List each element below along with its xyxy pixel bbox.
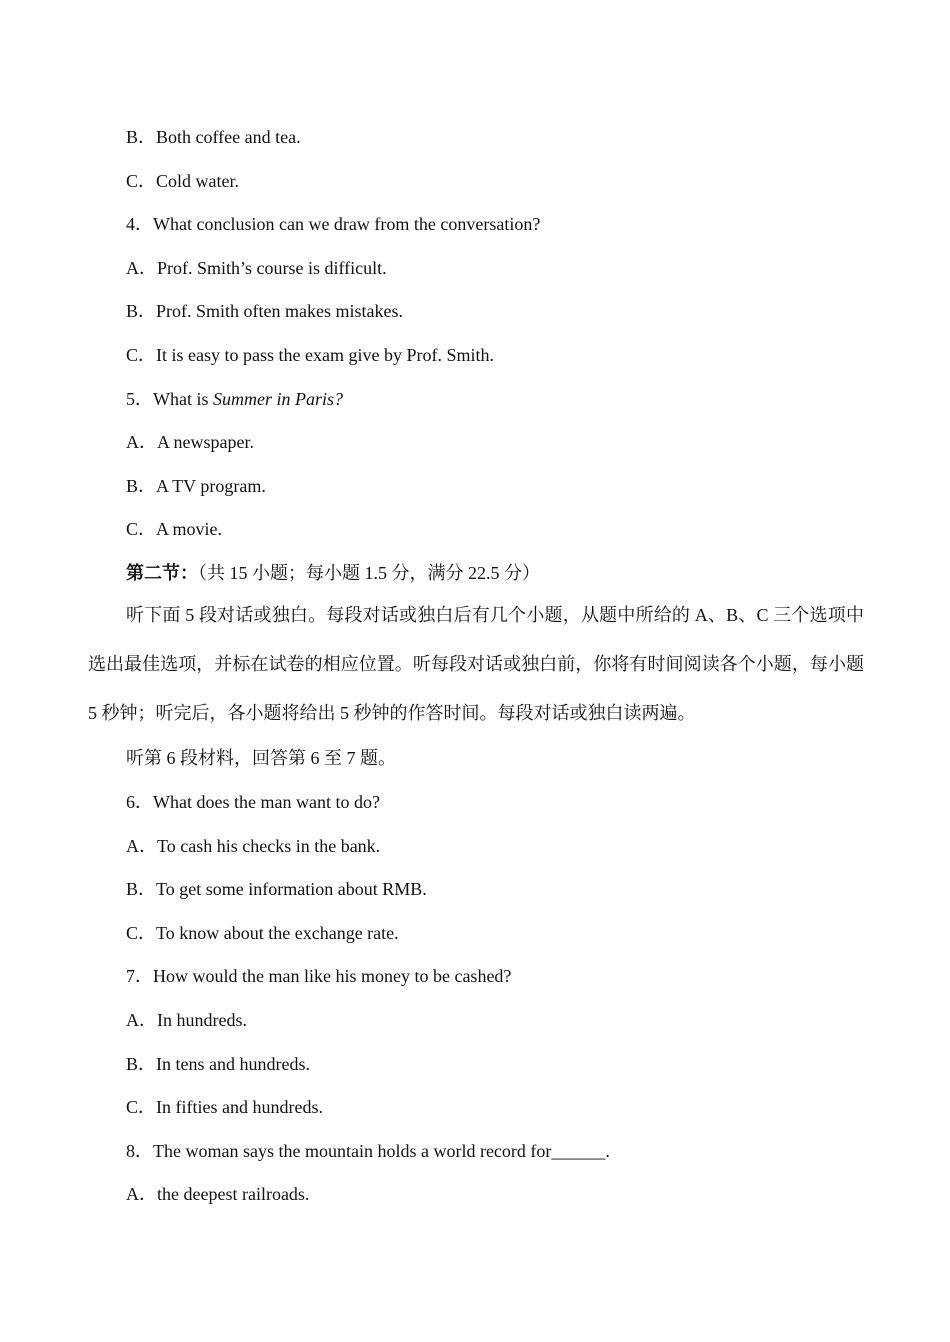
option-7a: A．In hundreds. [126, 1010, 247, 1030]
option-5b: B．A TV program. [126, 476, 266, 496]
option-4b: B．Prof. Smith often makes mistakes. [126, 301, 403, 321]
option-6b: B．To get some information about RMB. [126, 879, 427, 899]
question-7: 7．How would the man like his money to be cashed? [126, 966, 512, 986]
option-5c: C．A movie. [126, 519, 223, 539]
question-4: 4．What conclusion can we draw from the conversation? [126, 214, 541, 234]
option-5a: A．A newspaper. [126, 432, 254, 452]
option-4c: C．It is easy to pass the exam give by Prof. Smith. [126, 345, 494, 365]
question-8: 8．The woman says the mountain holds a world record for______. [126, 1141, 610, 1161]
section-2-instructions: 听下面 5 段对话或独白。每段对话或独白后有几个小题，从题中所给的 A、B、C 三个选项中选出最佳选项，并标在试卷的相应位置。听每段对话或独白前，你将有时间阅读各个小题，每小题 5 秒钟；听完后，各小题将给出 5 秒钟的作答时间。每段对话或独白读两遍。 [88, 605, 864, 723]
question-5-prefix: 5．What is [126, 389, 213, 409]
section-2-header [126, 562, 540, 584]
section-2-heading: 第二节： [126, 563, 198, 583]
option-4a: A．Prof. Smith’s course is difficult. [126, 258, 387, 278]
option-7b: B．In tens and hundreds. [126, 1054, 310, 1074]
option-3b: B．Both coffee and tea. [126, 127, 301, 147]
question-6: 6．What does the man want to do? [126, 792, 380, 812]
question-5 [126, 388, 343, 410]
option-6a: A．To cash his checks in the bank. [126, 836, 381, 856]
material-6-intro: 听第 6 段材料，回答第 6 至 7 题。 [126, 748, 396, 768]
question-5-title: Summer in Paris? [213, 389, 343, 409]
option-6c: C．To know about the exchange rate. [126, 923, 399, 943]
option-3c: C．Cold water. [126, 171, 239, 191]
option-8a: A．the deepest railroads. [126, 1184, 310, 1204]
option-7c: C．In fifties and hundreds. [126, 1097, 323, 1117]
section-2-detail: （共 15 小题；每小题 1.5 分，满分 22.5 分） [198, 563, 540, 583]
